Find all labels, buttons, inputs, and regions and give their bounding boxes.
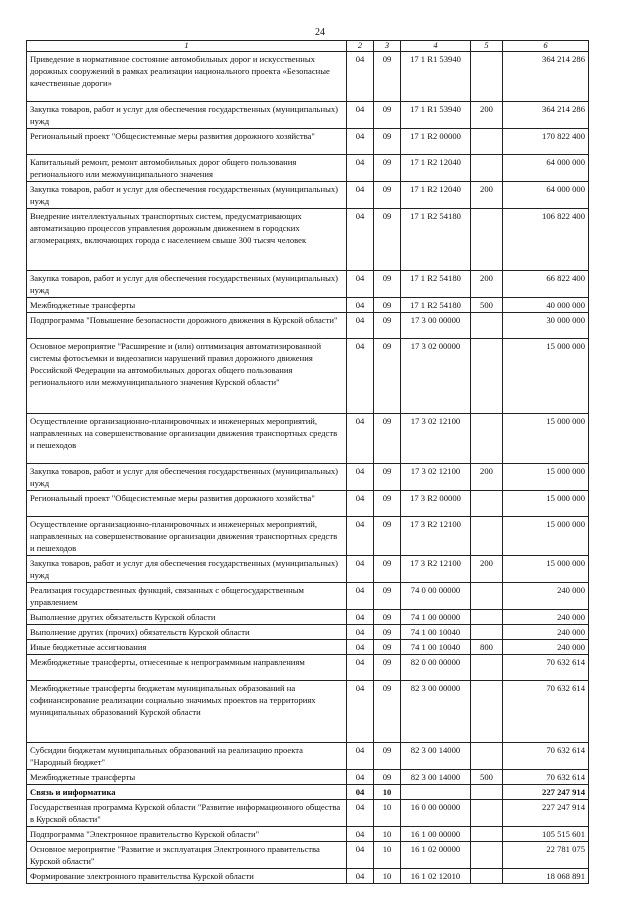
table-row [27,827,589,842]
row-amount-cell: 70 632 614 [503,743,589,770]
row-target-code-cell: 17 1 R2 54180 [401,298,471,313]
row-expense-type-cell [471,869,503,884]
row-section-cell: 04 [347,271,374,298]
page-number: 24 [315,27,325,38]
row-expense-type-cell [471,155,503,182]
table-row [27,155,589,182]
row-subsection-cell: 09 [374,517,401,556]
table-row [27,517,589,556]
row-section-cell: 04 [347,102,374,129]
table-row [27,743,589,770]
row-subsection-cell: 09 [374,583,401,610]
row-name-cell: Подпрограмма "Повышение безопасности дорожного движения в Курской области" [27,313,347,339]
row-expense-type-cell [471,827,503,842]
row-expense-type-cell [471,517,503,556]
row-section-cell: 04 [347,52,374,102]
table-row [27,414,589,464]
row-name-cell: Подпрограмма "Электронное правительство Курской области" [27,827,347,842]
header-col-4: 4 [401,41,471,52]
row-name-cell: Межбюджетные трансферты бюджетам муниципальных образований на софинансирование реализации социально значимых проектов на территориях муниципальных образований Курской области [27,681,347,743]
row-subsection-cell: 09 [374,491,401,517]
row-name-cell: Межбюджетные трансферты [27,770,347,785]
row-amount-cell: 18 068 891 [503,869,589,884]
row-expense-type-cell [471,743,503,770]
row-section-cell: 04 [347,640,374,655]
row-expense-type-cell: 500 [471,298,503,313]
row-name-cell: Выполнение других обязательств Курской области [27,610,347,625]
row-subsection-cell: 10 [374,827,401,842]
row-amount-cell: 240 000 [503,625,589,640]
table-row [27,681,589,743]
row-section-cell: 04 [347,464,374,491]
row-expense-type-cell [471,800,503,827]
row-section-cell: 04 [347,583,374,610]
table-row [27,610,589,625]
row-amount-cell: 170 822 400 [503,129,589,155]
row-expense-type-cell: 200 [471,556,503,583]
row-section-cell: 04 [347,743,374,770]
row-subsection-cell: 09 [374,102,401,129]
row-section-cell: 04 [347,869,374,884]
table-row [27,182,589,209]
header-col-6: 6 [503,41,589,52]
row-target-code-cell: 17 1 R1 53940 [401,52,471,102]
row-amount-cell: 240 000 [503,583,589,610]
header-col-1: 1 [27,41,347,52]
row-target-code-cell [401,785,471,800]
row-amount-cell: 70 632 614 [503,655,589,681]
row-section-cell: 04 [347,556,374,583]
table-row [27,298,589,313]
row-expense-type-cell [471,52,503,102]
row-section-cell: 04 [347,182,374,209]
row-subsection-cell: 09 [374,640,401,655]
row-subsection-cell: 09 [374,464,401,491]
row-amount-cell: 70 632 614 [503,770,589,785]
row-amount-cell: 15 000 000 [503,556,589,583]
row-target-code-cell: 82 3 00 14000 [401,743,471,770]
row-subsection-cell: 09 [374,625,401,640]
row-name-cell: Закупка товаров, работ и услуг для обеспечения государственных (муниципальных) нужд [27,464,347,491]
row-target-code-cell: 16 1 00 00000 [401,827,471,842]
row-target-code-cell: 82 3 00 00000 [401,681,471,743]
row-amount-cell: 227 247 914 [503,800,589,827]
row-name-cell: Приведение в нормативное состояние автомобильных дорог и искусственных дорожных сооружений в рамках реализации национального проекта «Безопасные качественные дороги» [27,52,347,102]
row-name-cell: Закупка товаров, работ и услуг для обеспечения государственных (муниципальных) нужд [27,271,347,298]
row-section-cell: 04 [347,129,374,155]
row-section-cell: 04 [347,313,374,339]
row-name-cell: Формирование электронного правительства Курской области [27,869,347,884]
table-row [27,271,589,298]
row-name-cell: Региональный проект "Общесистемные меры развития дорожного хозяйства" [27,129,347,155]
row-expense-type-cell: 500 [471,770,503,785]
row-amount-cell: 15 000 000 [503,464,589,491]
row-expense-type-cell [471,339,503,414]
row-expense-type-cell: 200 [471,464,503,491]
row-target-code-cell: 17 3 00 00000 [401,313,471,339]
row-target-code-cell: 74 1 00 10040 [401,625,471,640]
row-name-cell: Осуществление организационно-планировочных и инженерных мероприятий, направленных на совершенствование организации движения транспортных средств и пешеходов [27,517,347,556]
row-section-cell: 04 [347,517,374,556]
row-expense-type-cell [471,785,503,800]
row-name-cell: Закупка товаров, работ и услуг для обеспечения государственных (муниципальных) нужд [27,556,347,583]
row-subsection-cell: 09 [374,52,401,102]
row-name-cell: Государственная программа Курской области "Развитие информационного общества в Курской области" [27,800,347,827]
budget-table [26,40,589,884]
row-name-cell: Межбюджетные трансферты, отнесенные к непрограммным направлениям [27,655,347,681]
row-section-cell: 04 [347,209,374,271]
table-row [27,464,589,491]
row-name-cell: Закупка товаров, работ и услуг для обеспечения государственных (муниципальных) нужд [27,102,347,129]
row-name-cell: Связь и информатика [27,785,347,800]
table-row [27,313,589,339]
row-target-code-cell: 74 1 00 10040 [401,640,471,655]
row-target-code-cell: 74 1 00 00000 [401,610,471,625]
row-name-cell: Выполнение других (прочих) обязательств Курской области [27,625,347,640]
row-name-cell: Субсидии бюджетам муниципальных образований на реализацию проекта "Народный бюджет" [27,743,347,770]
row-name-cell: Внедрение интеллектуальных транспортных систем, предусматривающих автоматизацию процессов управления дорожным движением в городских агломерациях, включающих города с населением свыше 300 тысяч человек [27,209,347,271]
row-name-cell: Осуществление организационно-планировочных и инженерных мероприятий, направленных на совершенствование организации движения транспортных средств и пешеходов [27,414,347,464]
row-section-cell: 04 [347,770,374,785]
row-subsection-cell: 09 [374,414,401,464]
row-subsection-cell: 10 [374,869,401,884]
row-subsection-cell: 09 [374,655,401,681]
row-subsection-cell: 09 [374,155,401,182]
row-subsection-cell: 09 [374,339,401,414]
row-name-cell: Иные бюджетные ассигнования [27,640,347,655]
table-row [27,655,589,681]
row-subsection-cell: 09 [374,681,401,743]
row-amount-cell: 364 214 286 [503,52,589,102]
row-section-cell: 04 [347,298,374,313]
table-header-row [27,41,589,52]
row-expense-type-cell [471,209,503,271]
row-section-cell: 04 [347,655,374,681]
row-amount-cell: 105 515 601 [503,827,589,842]
table-row [27,102,589,129]
row-amount-cell: 106 822 400 [503,209,589,271]
table-row [27,129,589,155]
row-expense-type-cell [471,625,503,640]
row-expense-type-cell [471,655,503,681]
header-col-2: 2 [347,41,374,52]
row-section-cell: 04 [347,800,374,827]
row-name-cell: Капитальный ремонт, ремонт автомобильных дорог общего пользования регионального или межмуниципального значения [27,155,347,182]
row-subsection-cell: 09 [374,298,401,313]
row-amount-cell: 30 000 000 [503,313,589,339]
row-expense-type-cell [471,414,503,464]
table-row [27,339,589,414]
table-row [27,583,589,610]
row-expense-type-cell: 200 [471,271,503,298]
row-amount-cell: 64 000 000 [503,155,589,182]
row-name-cell: Основное мероприятие "Развитие и эксплуатация Электронного правительства Курской области" [27,842,347,869]
row-amount-cell: 15 000 000 [503,517,589,556]
table-row [27,770,589,785]
row-target-code-cell: 17 3 R2 00000 [401,491,471,517]
row-target-code-cell: 17 1 R2 54180 [401,209,471,271]
row-amount-cell: 227 247 914 [503,785,589,800]
row-section-cell: 04 [347,610,374,625]
row-amount-cell: 40 000 000 [503,298,589,313]
table-row [27,869,589,884]
table-row [27,842,589,869]
row-amount-cell: 240 000 [503,610,589,625]
table-row [27,491,589,517]
table-row [27,625,589,640]
table-row [27,800,589,827]
row-amount-cell: 22 781 075 [503,842,589,869]
row-amount-cell: 66 822 400 [503,271,589,298]
row-section-cell: 04 [347,414,374,464]
row-subsection-cell: 10 [374,785,401,800]
row-subsection-cell: 09 [374,610,401,625]
row-target-code-cell: 17 1 R1 53940 [401,102,471,129]
row-expense-type-cell [471,583,503,610]
row-amount-cell: 15 000 000 [503,491,589,517]
row-expense-type-cell [471,842,503,869]
row-section-cell: 04 [347,681,374,743]
table-row [27,556,589,583]
row-target-code-cell: 17 1 R2 00000 [401,129,471,155]
row-name-cell: Основное мероприятие "Расширение и (или) оптимизация автоматизированной системы фотосъемки и видеозаписи нарушений правил дорожного движения Российской Федерации на автомобильных дорогах общего пользования регионального или межмуниципального значения Курской области" [27,339,347,414]
row-target-code-cell: 17 3 02 12100 [401,464,471,491]
row-subsection-cell: 09 [374,129,401,155]
row-section-cell: 04 [347,827,374,842]
table-row [27,209,589,271]
row-section-cell: 04 [347,625,374,640]
row-expense-type-cell [471,129,503,155]
row-expense-type-cell [471,313,503,339]
row-target-code-cell: 17 1 R2 54180 [401,271,471,298]
row-subsection-cell: 09 [374,209,401,271]
row-amount-cell: 240 000 [503,640,589,655]
row-target-code-cell: 17 1 R2 12040 [401,155,471,182]
row-target-code-cell: 74 0 00 00000 [401,583,471,610]
row-section-cell: 04 [347,842,374,869]
row-section-cell: 04 [347,785,374,800]
row-expense-type-cell [471,681,503,743]
header-col-5: 5 [471,41,503,52]
row-amount-cell: 15 000 000 [503,414,589,464]
row-expense-type-cell: 200 [471,102,503,129]
row-subsection-cell: 09 [374,556,401,583]
row-subsection-cell: 09 [374,313,401,339]
row-expense-type-cell: 800 [471,640,503,655]
row-amount-cell: 364 214 286 [503,102,589,129]
row-expense-type-cell: 200 [471,182,503,209]
row-subsection-cell: 09 [374,271,401,298]
row-target-code-cell: 16 0 00 00000 [401,800,471,827]
row-target-code-cell: 17 3 R2 12100 [401,556,471,583]
row-target-code-cell: 16 1 02 00000 [401,842,471,869]
row-name-cell: Реализация государственных функций, связанных с общегосударственным управлением [27,583,347,610]
row-section-cell: 04 [347,491,374,517]
row-target-code-cell: 17 3 02 12100 [401,414,471,464]
row-target-code-cell: 17 3 02 00000 [401,339,471,414]
table-row [27,640,589,655]
row-subsection-cell: 09 [374,182,401,209]
row-amount-cell: 70 632 614 [503,681,589,743]
row-target-code-cell: 17 1 R2 12040 [401,182,471,209]
row-expense-type-cell [471,491,503,517]
row-expense-type-cell [471,610,503,625]
table-row [27,785,589,800]
row-amount-cell: 15 000 000 [503,339,589,414]
table-row [27,52,589,102]
row-subsection-cell: 10 [374,800,401,827]
row-subsection-cell: 10 [374,842,401,869]
row-target-code-cell: 82 0 00 00000 [401,655,471,681]
row-target-code-cell: 17 3 R2 12100 [401,517,471,556]
row-subsection-cell: 09 [374,743,401,770]
row-section-cell: 04 [347,155,374,182]
row-name-cell: Региональный проект "Общесистемные меры развития дорожного хозяйства" [27,491,347,517]
row-target-code-cell: 16 1 02 12010 [401,869,471,884]
header-col-3: 3 [374,41,401,52]
row-amount-cell: 64 000 000 [503,182,589,209]
row-subsection-cell: 09 [374,770,401,785]
row-target-code-cell: 82 3 00 14000 [401,770,471,785]
row-name-cell: Закупка товаров, работ и услуг для обеспечения государственных (муниципальных) нужд [27,182,347,209]
row-section-cell: 04 [347,339,374,414]
row-name-cell: Межбюджетные трансферты [27,298,347,313]
